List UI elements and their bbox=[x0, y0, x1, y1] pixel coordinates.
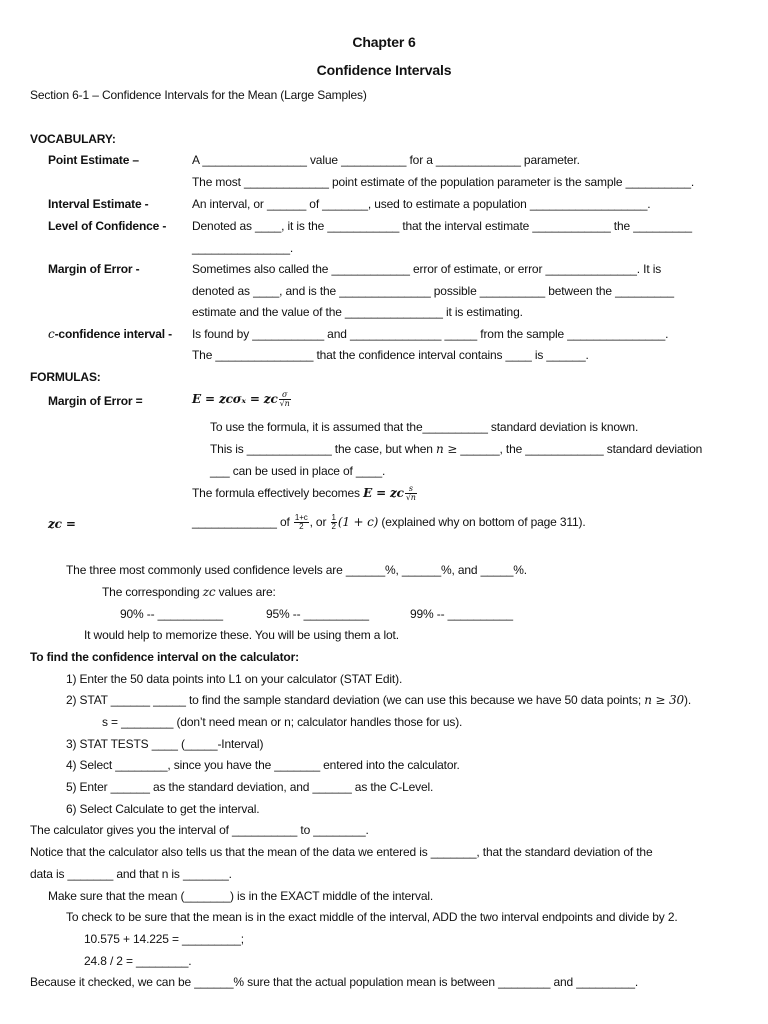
check-instructions: To check to be sure that the mean is in the exact middle of the interval, ADD the two interval endpoints and divide by 2. bbox=[66, 910, 678, 924]
calc-step-6: 6) Select Calculate to get the interval. bbox=[66, 802, 260, 816]
corresponding-values bbox=[102, 584, 276, 600]
zc-definition bbox=[192, 511, 586, 533]
endpoint-average: 24.8 / 2 = ________. bbox=[84, 954, 192, 968]
chapter-subtitle: Confidence Intervals bbox=[316, 62, 452, 78]
calc-step-5: 5) Enter ______ as the standard deviation, and ______ as the C-Level. bbox=[66, 780, 434, 794]
zc-def-note: (explained why on bottom of page 311). bbox=[378, 515, 586, 529]
margin-of-error-term: Margin of Error - bbox=[48, 262, 140, 276]
step-2-text-b: ). bbox=[683, 693, 692, 707]
conclusion: Because it checked, we can be ______% sure that the actual population mean is between ________ and _________. bbox=[30, 975, 639, 989]
c-variable: c bbox=[48, 327, 55, 341]
point-estimate-def-1: A ________________ value __________ for a _____________ parameter. bbox=[192, 153, 580, 167]
zc-def-text: _____________ of bbox=[192, 515, 293, 529]
calculator-interval: The calculator gives you the interval of __________ to ________. bbox=[30, 823, 369, 837]
formulas-heading: FORMULAS: bbox=[30, 370, 101, 384]
fraction-numerator: 1+c bbox=[294, 513, 308, 523]
step-2-text-a: 2) STAT ______ _____ to find the sample standard deviation (we can use this because we have 50 data points; bbox=[66, 693, 645, 707]
formula-substitute-note: ___ can be used in place of ____. bbox=[210, 464, 386, 478]
margin-of-error-def-1: Sometimes also called the ____________ error of estimate, or error ______________. It is bbox=[192, 262, 662, 276]
calculator-heading: To find the confidence interval on the calculator: bbox=[30, 650, 299, 664]
fraction-denominator: √n bbox=[405, 493, 416, 503]
c-confidence-interval-term bbox=[48, 326, 172, 342]
fraction-denominator: 2 bbox=[299, 522, 304, 532]
n-greater-equal: n ≥ bbox=[436, 442, 458, 456]
one-plus-c-over-two bbox=[294, 514, 309, 531]
calc-step-3: 3) STAT TESTS ____ (_____-Interval) bbox=[66, 737, 264, 751]
value-90: 90% -- __________ bbox=[120, 607, 223, 621]
zc-term: zc = bbox=[48, 517, 76, 531]
point-estimate-term: Point Estimate – bbox=[48, 153, 139, 167]
c-confidence-interval-def-1: Is found by ___________ and ______________ _____ from the sample _______________. bbox=[192, 327, 669, 341]
formula-assumption: To use the formula, it is assumed that the__________ standard deviation is known. bbox=[210, 420, 639, 434]
notice-line-1: Notice that the calculator also tells us that the mean of the data we entered is _______, that the standard deviation of the bbox=[30, 845, 653, 859]
note-text-a: This is _____________ the case, but when bbox=[210, 442, 437, 456]
note-text-b: ______, the ____________ standard deviation bbox=[457, 442, 703, 456]
c-confidence-interval-def-2: The _______________ that the confidence interval contains ____ is ______. bbox=[192, 348, 589, 362]
c-confidence-interval-label: -confidence interval - bbox=[54, 327, 172, 341]
calc-step-2-sub: s = ________ (don’t need mean or n; calculator handles those for us). bbox=[102, 715, 463, 729]
fraction-denominator: √n bbox=[279, 399, 290, 409]
margin-of-error-def-2: denoted as ____, and is the ______________ possible __________ between the _________ bbox=[192, 284, 674, 298]
make-sure-note: Make sure that the mean (_______) is in the EXACT middle of the interval. bbox=[48, 889, 434, 903]
chapter-title: Chapter 6 bbox=[352, 34, 416, 50]
zc-symbol: zc bbox=[202, 585, 216, 599]
effective-formula-expression: E = zc bbox=[363, 486, 404, 500]
effective-formula-line bbox=[192, 483, 418, 503]
s-over-root-n bbox=[405, 485, 417, 502]
level-of-confidence-term: Level of Confidence - bbox=[48, 219, 167, 233]
memorize-note: It would help to memorize these. You will be using them a lot. bbox=[84, 628, 399, 642]
sigma-over-root-n bbox=[279, 391, 291, 408]
calc-step-2 bbox=[66, 692, 691, 708]
interval-estimate-term: Interval Estimate - bbox=[48, 197, 149, 211]
value-99: 99% -- __________ bbox=[410, 607, 513, 621]
fraction-numerator: s bbox=[405, 485, 417, 494]
calc-step-4: 4) Select ________, since you have the _______ entered into the calculator. bbox=[66, 758, 460, 772]
margin-of-error-formula-term: Margin of Error = bbox=[48, 394, 143, 408]
point-estimate-def-2: The most _____________ point estimate of the population parameter is the sample __________. bbox=[192, 175, 695, 189]
level-of-confidence-def-2: _______________. bbox=[192, 241, 294, 255]
interval-estimate-def: An interval, or ______ of _______, used to estimate a population __________________. bbox=[192, 197, 651, 211]
margin-of-error-def-3: estimate and the value of the _______________ it is estimating. bbox=[192, 305, 523, 319]
corresponding-text-b: values are: bbox=[215, 585, 276, 599]
one-half bbox=[331, 514, 337, 531]
fraction-numerator: σ bbox=[279, 391, 291, 400]
vocabulary-heading: VOCABULARY: bbox=[30, 132, 116, 146]
endpoint-sum: 10.575 + 14.225 = _________; bbox=[84, 932, 244, 946]
zc-def-or: , or bbox=[309, 515, 330, 529]
calc-step-1: 1) Enter the 50 data points into L1 on your calculator (STAT Edit). bbox=[66, 672, 403, 686]
n-at-least-30: n ≥ 30 bbox=[644, 693, 684, 707]
formula-expression: E = zcσₓ = zc bbox=[192, 392, 278, 406]
notice-line-2: data is _______ and that n is _______. bbox=[30, 867, 232, 881]
one-plus-c: (1 + c) bbox=[337, 515, 379, 529]
fraction-denominator: 2 bbox=[331, 522, 336, 532]
common-levels: The three most commonly used confidence levels are ______%, ______%, and _____%. bbox=[66, 563, 527, 577]
effective-formula-label: The formula effectively becomes bbox=[192, 486, 364, 500]
formula-large-sample-note bbox=[210, 441, 702, 457]
level-of-confidence-def-1: Denoted as ____, it is the ___________ that the interval estimate ____________ the _________ bbox=[192, 219, 692, 233]
value-95: 95% -- __________ bbox=[266, 607, 369, 621]
corresponding-text-a: The corresponding bbox=[102, 585, 203, 599]
margin-of-error-formula bbox=[192, 389, 292, 409]
fraction-numerator: 1 bbox=[331, 513, 336, 523]
section-heading: Section 6-1 – Confidence Intervals for the Mean (Large Samples) bbox=[30, 88, 367, 102]
